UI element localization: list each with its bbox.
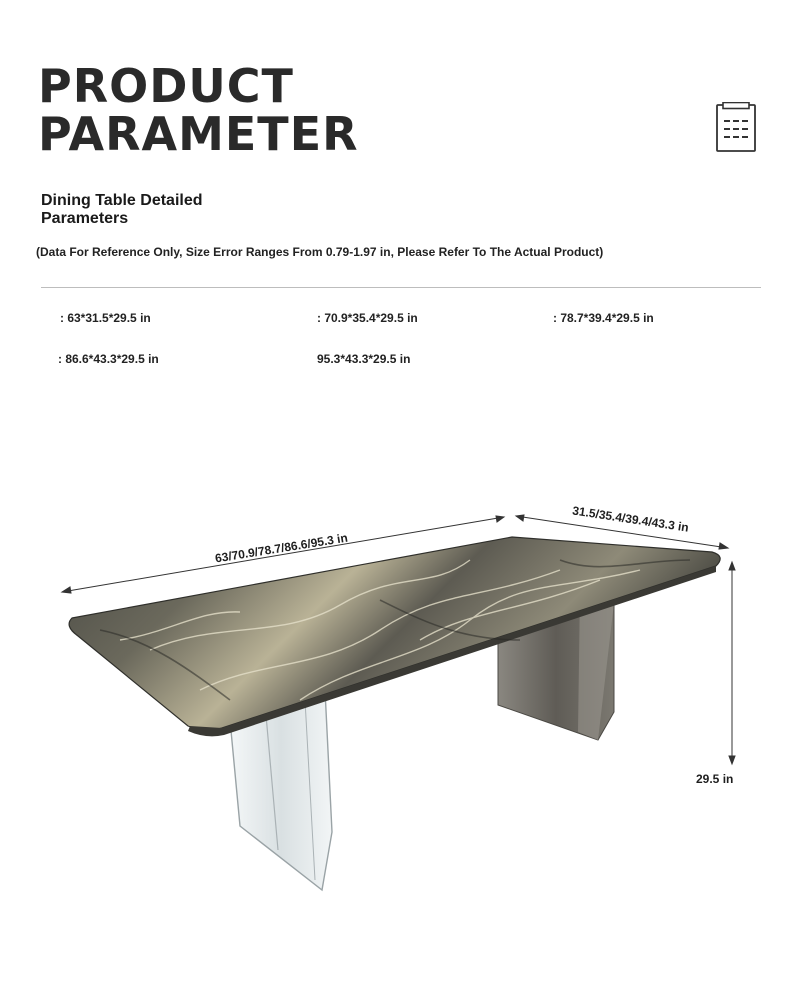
- size-option-1: : 63*31.5*29.5 in: [60, 311, 151, 325]
- height-label: 29.5 in: [696, 772, 734, 786]
- height-dimension-line: [729, 562, 735, 764]
- size-option-5: 95.3*43.3*29.5 in: [317, 352, 411, 366]
- width-label: 31.5/35.4/39.4/43.3 in: [571, 503, 690, 535]
- title-line-2: PARAMETER: [38, 107, 359, 161]
- page-title: [38, 59, 359, 161]
- reference-note: (Data For Reference Only, Size Error Ranges From 0.79-1.97 in, Please Refer To The Actual Product): [36, 245, 604, 259]
- title-line-1: PRODUCT: [38, 59, 294, 113]
- marble-tabletop: [69, 537, 720, 736]
- section-subtitle: Dining Table Detailed Parameters: [41, 192, 203, 227]
- size-option-4: : 86.6*43.3*29.5 in: [58, 352, 159, 366]
- size-option-3: : 78.7*39.4*29.5 in: [553, 311, 654, 325]
- divider: [41, 287, 761, 288]
- spreadsheet-document-icon: [714, 102, 758, 154]
- product-illustration: [0, 440, 790, 910]
- length-label: 63/70.9/78.7/86.6/95.3 in: [214, 530, 349, 566]
- size-option-2: : 70.9*35.4*29.5 in: [317, 311, 418, 325]
